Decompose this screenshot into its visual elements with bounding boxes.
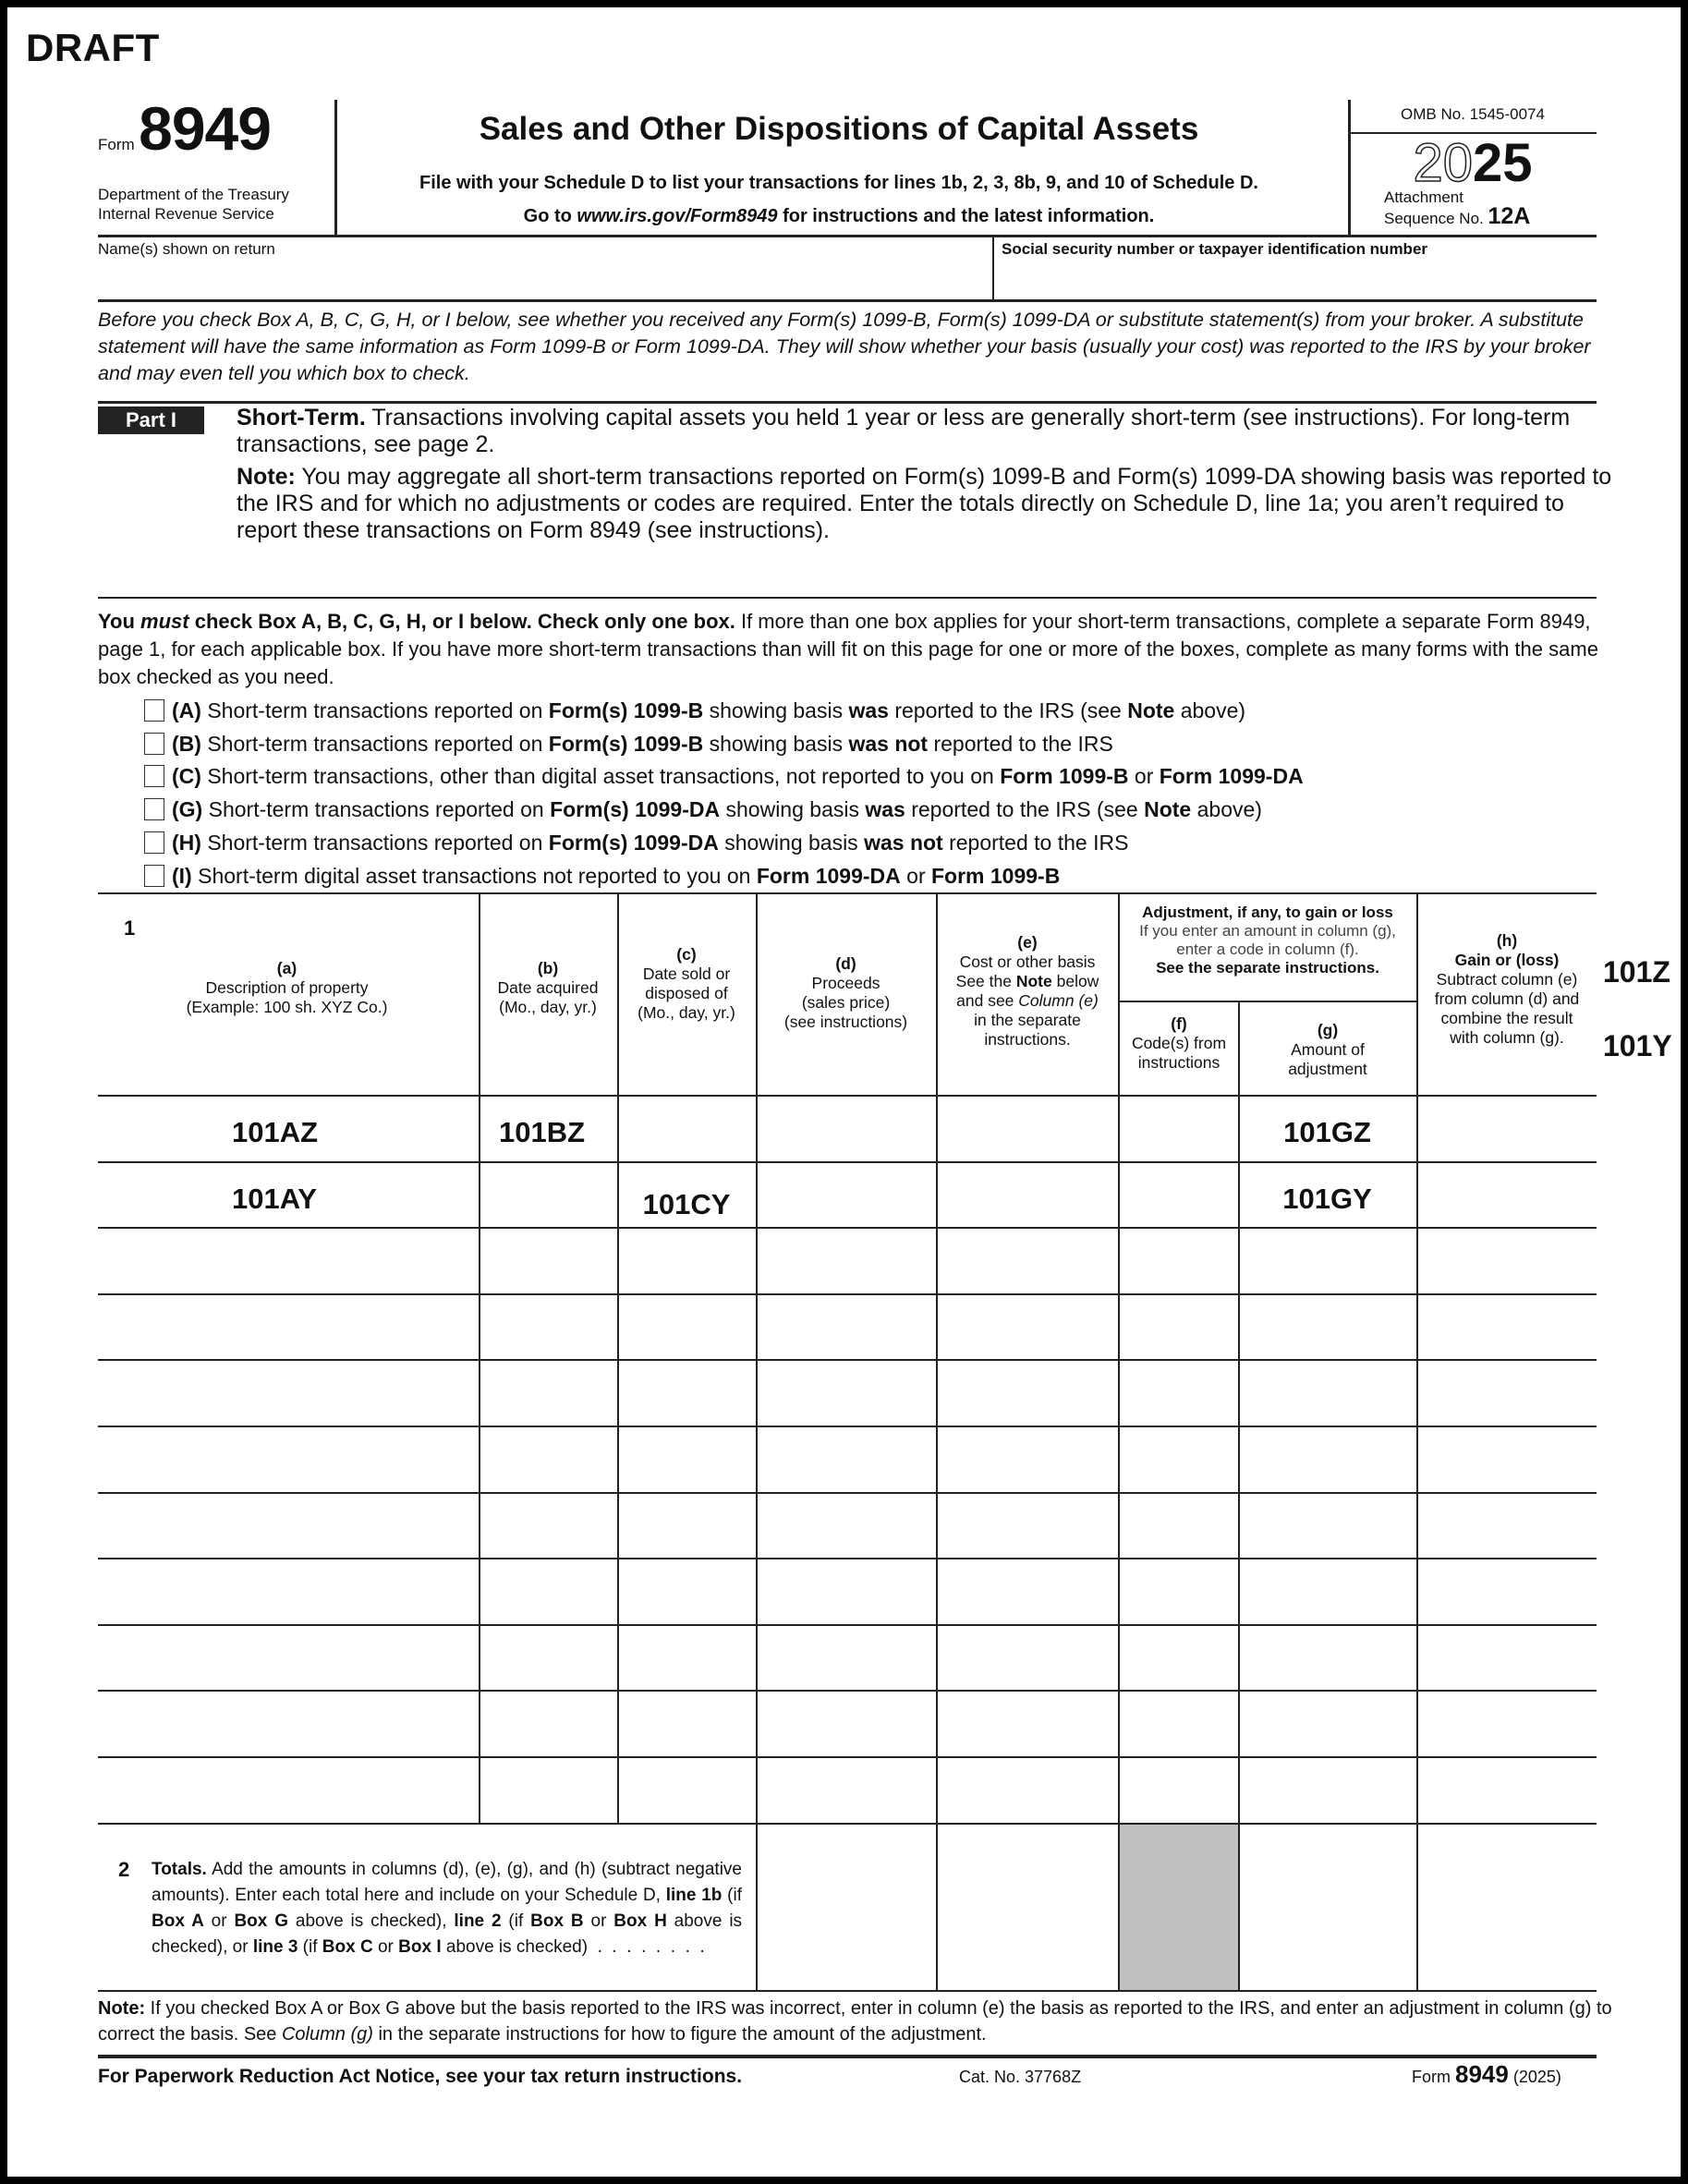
label-emphasis: Form 1099-DA <box>1159 764 1304 788</box>
row-8-col-e-input[interactable] <box>936 1558 1118 1624</box>
box-code: (A) <box>172 698 201 722</box>
label-text: reported to the IRS <box>928 732 1113 756</box>
dept-line: Department of the Treasury <box>98 186 289 203</box>
label-emphasis: was not <box>864 831 943 855</box>
line-number-2: 2 <box>118 1858 130 1881</box>
row-4-col-d-input[interactable] <box>756 1293 936 1360</box>
label-emphasis: Form(s) 1099-DA <box>550 797 721 821</box>
row-9-col-f-input[interactable] <box>1118 1624 1238 1691</box>
header-divider-left <box>334 100 337 237</box>
col-letter: (g) <box>1317 1021 1339 1039</box>
col-letter: (d) <box>835 954 856 973</box>
form-subtitle <box>340 166 1338 233</box>
col-desc: Date sold or <box>642 965 731 983</box>
totals-col-f-shaded <box>1120 1825 1239 1990</box>
checkbox-i[interactable] <box>144 865 164 887</box>
col-desc: Description of property <box>205 978 369 997</box>
label-emphasis: Form(s) 1099-B <box>548 698 704 722</box>
box-code: (H) <box>172 831 201 855</box>
attachment-label: Attachment <box>1384 188 1463 206</box>
row-10-col-d-input[interactable] <box>756 1690 936 1756</box>
col-desc: Subtract column (e) <box>1436 970 1578 989</box>
part1-heading-text: Transactions involving capital assets you held 1 year or less are generally short-term (see instructions). For long-term transactions, see page 2. <box>237 405 1571 457</box>
row-10-col-e-input[interactable] <box>936 1690 1118 1756</box>
row-9-col-d-input[interactable] <box>756 1624 936 1691</box>
row-2-col-d-input[interactable] <box>756 1161 936 1228</box>
row-6-col-e-input[interactable] <box>936 1426 1118 1492</box>
totals-bold-part: Box C <box>322 1937 373 1957</box>
row-5-col-a-input[interactable] <box>98 1359 479 1426</box>
row-4-col-f-input[interactable] <box>1118 1293 1238 1360</box>
row-11-col-c-input[interactable] <box>617 1756 756 1823</box>
row-8-col-b-input[interactable] <box>479 1558 617 1624</box>
row-8-col-c-input[interactable] <box>617 1558 756 1624</box>
totals-text-part: above is checked) <box>441 1937 589 1957</box>
label-text: above) <box>1174 698 1246 722</box>
row-6-col-c-input[interactable] <box>617 1426 756 1492</box>
row-1-col-g-input[interactable]: 101GZ <box>1283 1116 1371 1148</box>
label-emphasis: Note <box>1144 797 1192 821</box>
part1-description <box>237 405 1613 550</box>
label-text: showing basis <box>703 698 849 722</box>
totals-heading: Totals. <box>152 1860 207 1879</box>
row-3-col-a-input[interactable] <box>98 1227 479 1293</box>
label-text: showing basis <box>703 732 849 756</box>
footer-form-year: (2025) <box>1508 2068 1561 2086</box>
name-label: Name(s) shown on return <box>98 240 275 258</box>
totals-text <box>152 1857 742 1960</box>
must-text: If more than one box applies for your short-term transactions, complete a separate Form 8949, page 1, for each applicable box. If you have more short-term transactions than will fit on this page for one or more of the boxes, complete as many forms with the same box checked as you need. <box>98 610 1598 688</box>
totals-text-part: (if <box>298 1937 322 1957</box>
row-2-col-a-input[interactable]: 101AY <box>232 1182 317 1215</box>
totals-col-e-input[interactable] <box>936 1823 1118 1990</box>
label-text: Short-term transactions reported on <box>200 831 549 855</box>
col-desc <box>937 972 1118 991</box>
totals-bottom-rule <box>98 1990 1597 1992</box>
col-desc: combine the result <box>1440 1009 1573 1027</box>
checkbox-b[interactable] <box>144 733 164 755</box>
year-outline: 20 <box>1413 133 1473 193</box>
col-letter: (e) <box>1017 933 1038 952</box>
col-desc: (Mo., day, yr.) <box>499 998 597 1016</box>
row-1-col-f-input[interactable] <box>1118 1095 1238 1161</box>
table-top-rule <box>98 892 1597 894</box>
col-f-header <box>1120 1014 1238 1073</box>
row-7-col-a-input[interactable] <box>98 1492 479 1559</box>
adj-desc: See the separate instructions. <box>1156 959 1379 977</box>
label-text: reported to the IRS (see <box>888 698 1128 722</box>
row-9-col-b-input[interactable] <box>479 1624 617 1691</box>
year-bold: 25 <box>1473 133 1533 193</box>
checkbox-label <box>201 831 1129 855</box>
totals-bold-part: Box I <box>398 1937 442 1957</box>
col-g-header <box>1240 1021 1415 1079</box>
row-7-col-c-input[interactable] <box>617 1492 756 1559</box>
label-emphasis: Form 1099-DA <box>756 864 901 888</box>
side-label-101y: 101Y <box>1603 1029 1672 1062</box>
row-10-col-f-input[interactable] <box>1118 1690 1238 1756</box>
totals-text-part: above is checked), or <box>152 1911 743 1957</box>
checkbox-row-h[interactable] <box>144 829 1128 856</box>
totals-bold-part: Box H <box>613 1911 667 1931</box>
col-desc: Proceeds <box>811 974 880 992</box>
col-desc: from column (d) and <box>1434 989 1580 1008</box>
name-input[interactable] <box>98 261 989 297</box>
basis-note <box>98 1996 1613 2047</box>
checkbox-c[interactable] <box>144 765 164 787</box>
row-6-col-f-input[interactable] <box>1118 1426 1238 1492</box>
row-6-col-a-input[interactable] <box>98 1426 479 1492</box>
totals-col-d-input[interactable] <box>756 1823 936 1990</box>
irs-link[interactable]: www.irs.gov/Form8949 <box>577 206 778 226</box>
row-7-col-b-input[interactable] <box>479 1492 617 1559</box>
row-4-col-g-input[interactable] <box>1238 1293 1416 1360</box>
part1-top-rule <box>98 401 1597 404</box>
intro-instructions: Before you check Box A, B, C, G, H, or I below, see whether you received any Form(s) 1099-B, Form(s) 1099-DA or substitute statement(s) from your broker. A substitute statement will have the same information as Form 1099-B or Form 1099-DA. They will show whether your basis (usually your cost) was reported to the IRS by your broker and may even tell you which box to check. <box>98 309 1591 384</box>
row-2-col-f-input[interactable] <box>1118 1161 1238 1228</box>
col-desc-text: and see <box>956 991 1019 1010</box>
footer-rule <box>98 2055 1597 2058</box>
totals-text-part: Add the amounts in columns (d), (e), (g), and (h) (subtract negative amounts). Enter each total here and include on your Schedule D, <box>152 1860 742 1905</box>
totals-text-part: or <box>583 1911 614 1931</box>
checkbox-h[interactable] <box>144 831 164 854</box>
checkbox-row-i[interactable] <box>144 862 1060 890</box>
row-11-col-g-input[interactable] <box>1238 1756 1416 1823</box>
checkbox-label <box>202 797 1262 821</box>
col-desc: instructions. <box>984 1030 1071 1049</box>
col-letter: (f) <box>1171 1014 1187 1033</box>
adj-title: Adjustment, if any, to gain or loss <box>1142 904 1393 921</box>
row-2-col-g-input[interactable]: 101GY <box>1282 1182 1372 1215</box>
catalog-number: Cat. No. 37768Z <box>959 2068 1082 2086</box>
checkbox-row-c[interactable] <box>144 762 1304 790</box>
row-9-col-h-input[interactable] <box>1416 1624 1597 1691</box>
label-text: Short-term transactions reported on <box>200 732 549 756</box>
form-number-block <box>98 94 271 163</box>
row-1-col-h-input[interactable] <box>1416 1095 1597 1161</box>
row-5-col-h-input[interactable] <box>1416 1359 1597 1426</box>
adjustment-group-header <box>1120 904 1415 977</box>
side-label-101z: 101Z <box>1603 955 1670 989</box>
label-emphasis: Form(s) 1099-DA <box>548 831 719 855</box>
row-6-col-g-input[interactable] <box>1238 1426 1416 1492</box>
totals-col-h-input[interactable] <box>1416 1823 1597 1990</box>
label-emphasis: Note <box>1127 698 1175 722</box>
row-6-col-h-input[interactable] <box>1416 1426 1597 1492</box>
part1-note-label: Note: <box>237 464 296 490</box>
row-4-col-a-input[interactable] <box>98 1293 479 1360</box>
col-desc: Cost or other basis <box>959 952 1096 971</box>
line-number-1: 1 <box>124 916 136 940</box>
col-desc: instructions <box>1137 1053 1220 1072</box>
row-2-col-c-input[interactable]: 101CY <box>642 1187 731 1220</box>
row-9-col-a-input[interactable] <box>98 1624 479 1691</box>
label-emphasis: was not <box>848 732 929 756</box>
label-text: reported to the IRS <box>942 831 1129 855</box>
label-text: Short-term transactions reported on <box>200 698 549 722</box>
row-9-col-g-input[interactable] <box>1238 1624 1416 1691</box>
col-desc: Code(s) from <box>1131 1034 1227 1052</box>
label-text: Short-term transactions, other than digital asset transactions, not reported to you on <box>200 764 1001 788</box>
row-10-col-g-input[interactable] <box>1238 1690 1416 1756</box>
note-label: Note: <box>98 1998 146 2019</box>
col-desc-bold: Note <box>1015 972 1052 990</box>
row-5-col-c-input[interactable] <box>617 1359 756 1426</box>
subtitle-line-1: File with your Schedule D to list your transactions for lines 1b, 2, 3, 8b, 9, and 10 of Schedule D. <box>419 173 1258 193</box>
col-desc: disposed of <box>645 984 728 1002</box>
row-11-col-d-input[interactable] <box>756 1756 936 1823</box>
row-3-col-h-input[interactable] <box>1416 1227 1597 1293</box>
col-c-header <box>617 945 756 1023</box>
row-11-col-f-input[interactable] <box>1118 1756 1238 1823</box>
col-desc: (see instructions) <box>783 1013 908 1031</box>
row-7-col-d-input[interactable] <box>756 1492 936 1559</box>
col-letter: (b) <box>537 959 559 977</box>
form-title: Sales and Other Dispositions of Capital Assets <box>479 111 1199 147</box>
row-1-col-a-input[interactable]: 101AZ <box>232 1116 319 1148</box>
label-emphasis: Form 1099-B <box>1000 764 1129 788</box>
col-desc-text: below <box>1051 972 1099 990</box>
checkbox-g[interactable] <box>144 798 164 820</box>
row-5-col-d-input[interactable] <box>756 1359 936 1426</box>
form-label: Form <box>98 136 135 153</box>
row-2-col-h-input[interactable] <box>1416 1161 1597 1228</box>
box-code: (C) <box>172 764 201 788</box>
part1-bottom-rule <box>98 597 1597 599</box>
note-text: If you checked Box A or Box G above but the basis reported to the IRS was incorrect, enter in column (e) the basis as reported to the IRS, and enter an adjustment in column (g) to correct the basis. See <box>98 1998 1612 2044</box>
part-badge: Part I <box>98 406 204 434</box>
row-10-col-b-input[interactable] <box>479 1690 617 1756</box>
part1-heading: Short-Term. <box>237 405 366 431</box>
adj-subheader-rule <box>1119 1001 1416 1002</box>
adj-desc: enter a code in column (f). <box>1176 940 1359 958</box>
row-4-col-c-input[interactable] <box>617 1293 756 1360</box>
col-desc-italic: Column (e) <box>1018 991 1099 1010</box>
col-a-header <box>100 959 474 1017</box>
note-text: in the separate instructions for how to figure the amount of the adjustment. <box>372 2024 987 2044</box>
row-7-col-e-input[interactable] <box>936 1492 1118 1559</box>
row-8-col-d-input[interactable] <box>756 1558 936 1624</box>
row-7-col-f-input[interactable] <box>1118 1492 1238 1559</box>
must-text: check Box A, B, C, G, H, or I below. Check only one box. <box>188 610 735 633</box>
identity-divider <box>992 237 994 300</box>
row-5-col-g-input[interactable] <box>1238 1359 1416 1426</box>
totals-col-g-input[interactable] <box>1238 1823 1416 1990</box>
row-5-col-f-input[interactable] <box>1118 1359 1238 1426</box>
label-text: above) <box>1191 797 1262 821</box>
box-code: (G) <box>172 797 203 821</box>
footer-form-id <box>1412 2060 1561 2089</box>
subtitle-text: for instructions and the latest information. <box>777 206 1155 226</box>
totals-bold-part: Box B <box>530 1911 584 1931</box>
row-8-col-g-input[interactable] <box>1238 1558 1416 1624</box>
totals-text-part: above is checked), <box>288 1911 455 1931</box>
row-7-col-h-input[interactable] <box>1416 1492 1597 1559</box>
totals-bold-part: line 2 <box>454 1911 502 1931</box>
col-letter: (c) <box>676 945 697 964</box>
form-number: 8949 <box>139 94 271 163</box>
row-3-col-b-input[interactable] <box>479 1227 617 1293</box>
header-divider-right <box>1348 100 1351 237</box>
col-desc <box>937 991 1118 1011</box>
totals-bold-part: Box A <box>152 1911 204 1931</box>
row-6-col-d-input[interactable] <box>756 1426 936 1492</box>
totals-row-label <box>118 1857 742 1960</box>
footer-form-label: Form <box>1412 2068 1455 2086</box>
row-8-col-a-input[interactable] <box>98 1558 479 1624</box>
row-9-col-e-input[interactable] <box>936 1624 1118 1691</box>
col-h-header <box>1418 931 1596 1048</box>
col-desc: Gain or (loss) <box>1454 951 1560 969</box>
col-desc: (Mo., day, yr.) <box>638 1003 735 1022</box>
omb-number: OMB No. 1545-0074 <box>1401 105 1545 123</box>
totals-bold-part: Box G <box>234 1911 289 1931</box>
row-3-col-c-input[interactable] <box>617 1227 756 1293</box>
must-text: You <box>98 610 141 633</box>
checkbox-row-a[interactable] <box>144 697 1245 724</box>
label-text: or <box>1128 764 1160 788</box>
label-emphasis: Form(s) 1099-B <box>548 732 704 756</box>
must-check-instructions <box>98 608 1613 691</box>
header-bottom-rule <box>98 235 1597 237</box>
label-emphasis: was <box>865 797 905 821</box>
row-3-col-f-input[interactable] <box>1118 1227 1238 1293</box>
col-d-header <box>756 954 936 1032</box>
subtitle-line-2 <box>340 200 1338 233</box>
paperwork-notice: For Paperwork Reduction Act Notice, see your tax return instructions. <box>98 2066 743 2087</box>
attachment-sequence <box>1384 188 1530 228</box>
note-italic: Column (g) <box>281 2024 373 2044</box>
row-11-col-a-input[interactable] <box>98 1756 479 1823</box>
col-desc: (Example: 100 sh. XYZ Co.) <box>186 998 388 1016</box>
row-1-col-e-input[interactable] <box>936 1095 1118 1161</box>
checkbox-label <box>201 698 1245 722</box>
draft-watermark: DRAFT <box>26 26 160 69</box>
row-4-col-h-input[interactable] <box>1416 1293 1597 1360</box>
col-desc: Date acquired <box>497 978 599 997</box>
col-letter: (h) <box>1496 931 1518 950</box>
checkbox-label <box>201 732 1113 756</box>
row-6-col-b-input[interactable] <box>479 1426 617 1492</box>
totals-text-part: (if <box>722 1886 742 1905</box>
row-3-col-g-input[interactable] <box>1238 1227 1416 1293</box>
row-5-col-e-input[interactable] <box>936 1359 1118 1426</box>
totals-bold-part: line 1b <box>665 1886 723 1905</box>
label-text: showing basis <box>718 831 865 855</box>
sequence-label: Sequence No. <box>1384 210 1484 227</box>
col-desc-text: See the <box>955 972 1016 990</box>
footer-form-number: 8949 <box>1455 2060 1509 2088</box>
col-desc: with column (g). <box>1450 1028 1564 1047</box>
row-10-col-a-input[interactable] <box>98 1690 479 1756</box>
box-code: (B) <box>172 732 201 756</box>
identity-bottom-rule <box>98 299 1597 302</box>
agency-block <box>98 185 289 224</box>
row-4-col-b-input[interactable] <box>479 1293 617 1360</box>
col-letter: (a) <box>276 959 298 977</box>
col-desc: Amount of <box>1291 1040 1365 1059</box>
col-e-header <box>937 933 1118 1050</box>
row-1-col-d-input[interactable] <box>756 1095 936 1161</box>
row-11-col-b-input[interactable] <box>479 1756 617 1823</box>
totals-text-part: or <box>203 1911 235 1931</box>
checkbox-label <box>192 864 1061 888</box>
row-1-col-b-input[interactable]: 101BZ <box>499 1116 586 1148</box>
irs-line: Internal Revenue Service <box>98 205 274 223</box>
row-8-col-h-input[interactable] <box>1416 1558 1597 1624</box>
row-5-col-b-input[interactable] <box>479 1359 617 1426</box>
row-4-col-e-input[interactable] <box>936 1293 1118 1360</box>
row-10-col-h-input[interactable] <box>1416 1690 1597 1756</box>
totals-text-part: or <box>372 1937 399 1957</box>
checkbox-row-b[interactable] <box>144 730 1113 758</box>
checkbox-row-g[interactable] <box>144 795 1262 823</box>
totals-text-part: (if <box>501 1911 531 1931</box>
form-page <box>7 7 1681 2177</box>
row-9-col-c-input[interactable] <box>617 1624 756 1691</box>
row-2-col-b-input[interactable] <box>479 1161 617 1228</box>
row-7-col-g-input[interactable] <box>1238 1492 1416 1559</box>
totals-bold-part: line 3 <box>252 1937 298 1957</box>
row-10-col-c-input[interactable] <box>617 1690 756 1756</box>
checkbox-label <box>201 764 1304 788</box>
label-emphasis: Form 1099-B <box>931 864 1061 888</box>
ssn-label: Social security number or taxpayer identification number <box>1002 240 1428 258</box>
row-3-col-e-input[interactable] <box>936 1227 1118 1293</box>
label-emphasis: was <box>848 698 889 722</box>
subtitle-text: Go to <box>523 206 577 226</box>
col-desc: in the separate <box>974 1011 1081 1029</box>
label-text: Short-term transactions reported on <box>202 797 551 821</box>
must-emphasis: must <box>140 610 189 633</box>
ssn-input[interactable] <box>1002 261 1593 297</box>
col-desc: (sales price) <box>801 993 891 1012</box>
label-text: reported to the IRS (see <box>905 797 1145 821</box>
col-desc: adjustment <box>1288 1060 1367 1078</box>
part1-note-text: You may aggregate all short-term transactions reported on Form(s) 1099-B and Form(s) 1099-DA showing basis was reported to the IRS and for which no adjustments or codes are required. Enter the totals directly on Schedule D, line 1a; you aren’t required to report these transactions on Form 8949 (see instructions). <box>237 464 1612 543</box>
adj-desc: If you enter an amount in column (g), <box>1139 922 1396 940</box>
checkbox-a[interactable] <box>144 699 164 722</box>
row-1-col-c-input[interactable] <box>617 1095 756 1161</box>
row-8-col-f-input[interactable] <box>1118 1558 1238 1624</box>
row-11-col-e-input[interactable] <box>936 1756 1118 1823</box>
label-text: or <box>900 864 931 888</box>
row-3-col-d-input[interactable] <box>756 1227 936 1293</box>
box-code: (I) <box>172 864 192 888</box>
label-text: showing basis <box>720 797 866 821</box>
row-11-col-h-input[interactable] <box>1416 1756 1597 1823</box>
label-text: Short-term digital asset transactions not reported to you on <box>191 864 757 888</box>
col-b-header <box>479 959 617 1017</box>
leader-dots: . . . . . . . . <box>588 1937 705 1957</box>
tax-year <box>1362 133 1584 193</box>
sequence-number: 12A <box>1488 203 1531 229</box>
row-2-col-e-input[interactable] <box>936 1161 1118 1228</box>
